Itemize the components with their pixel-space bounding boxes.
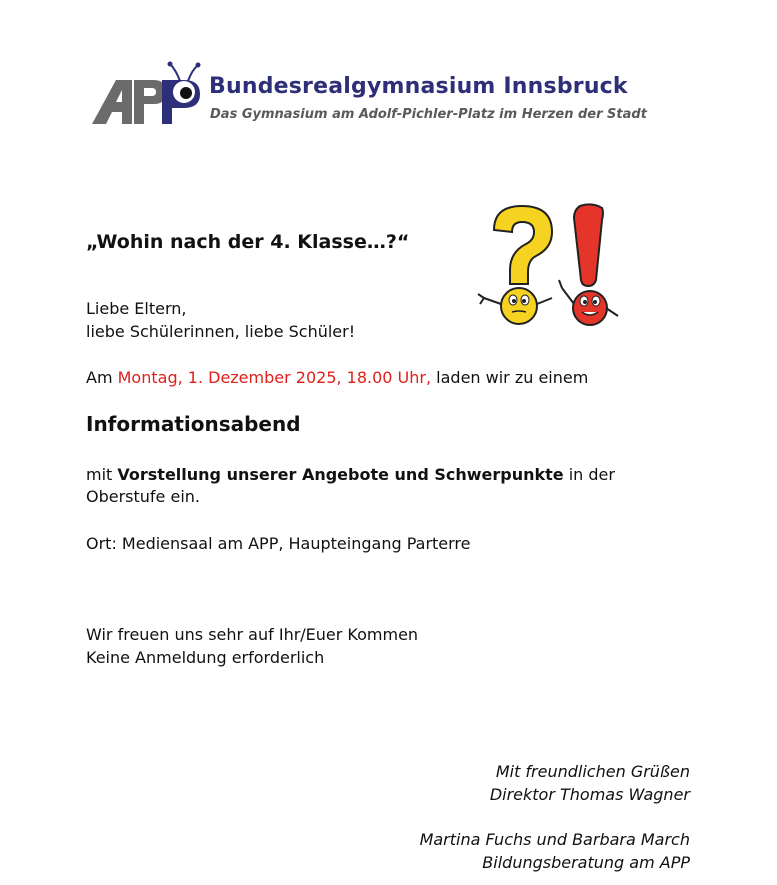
question-exclamation-mascots-icon [474, 200, 624, 330]
offer-paragraph [86, 464, 686, 508]
greeting-line-1: Liebe Eltern, [86, 299, 187, 318]
school-tagline: Das Gymnasium am Adolf-Pichler-Platz im Herzen der Stadt [210, 107, 647, 122]
signature-department: Bildungsberatung am APP [482, 853, 690, 872]
signature-director: Direktor Thomas Wagner [489, 785, 690, 804]
school-name: Bundesrealgymnasium Innsbruck [209, 74, 628, 99]
event-title: Informationsabend [86, 412, 301, 436]
date-prefix: Am [86, 368, 118, 387]
signature-advisors: Martina Fuchs und Barbara March [419, 830, 690, 849]
offer-suffix: in der Oberstufe ein. [86, 465, 615, 506]
signature-greeting: Mit freundlichen Grüßen [495, 762, 690, 781]
app-logo-icon [92, 60, 204, 126]
closing-line-1: Wir freuen uns sehr auf Ihr/Euer Kommen [86, 625, 419, 644]
date-highlight: Montag, 1. Dezember 2025, 18.00 Uhr, [117, 368, 432, 387]
offer-prefix: mit [86, 465, 118, 484]
date-line [86, 367, 588, 389]
greeting-line-2: liebe Schülerinnen, liebe Schüler! [86, 322, 356, 341]
headline: „Wohin nach der 4. Klasse…?“ [86, 231, 410, 253]
school-logo [92, 60, 682, 130]
offer-bold: Vorstellung unserer Angebote und Schwerpunkte [117, 465, 564, 484]
closing-line-2: Keine Anmeldung erforderlich [86, 648, 325, 667]
date-suffix: laden wir zu einem [431, 368, 589, 387]
location-line: Ort: Mediensaal am APP, Haupteingang Parterre [86, 534, 471, 553]
